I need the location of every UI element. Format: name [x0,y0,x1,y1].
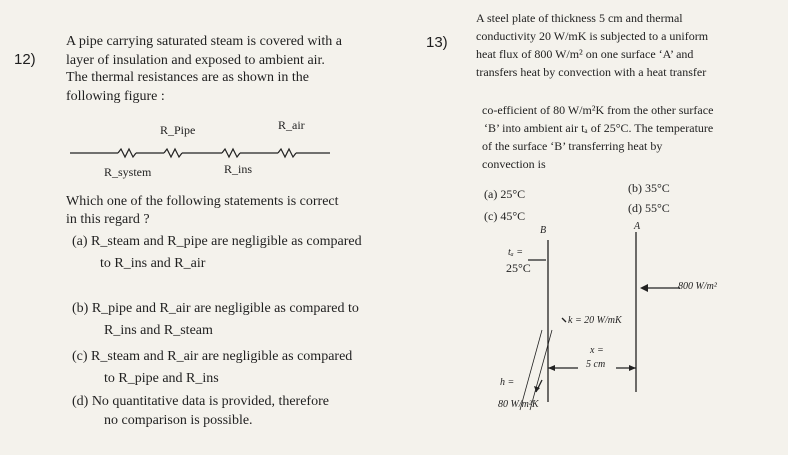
q12-stem-line-3: The thermal resistances are as shown in the [66,70,309,85]
fig-x-label: x = [590,345,604,356]
fig-ta-label: tₐ = [508,247,523,258]
label-r-pipe: R_Pipe [160,123,196,137]
q12-option-b-line-1: (b) R_pipe and R_air are negligible as compared to [72,301,359,316]
q12-option-c-line-1: (c) R_steam and R_air are negligible as compared [72,349,353,364]
q13-option-a: (a) 25°C [484,187,526,201]
q12-option-a-line-2: to R_ins and R_air [100,256,206,271]
q12-question-line-1: Which one of the following statements is correct [66,194,339,209]
q12-stem-line-1: A pipe carrying saturated steam is covered with a [66,34,343,49]
convection-line-2 [530,330,552,410]
fig-k-label: k = 20 W/mK [568,315,622,326]
flux-arrow-head [640,284,648,292]
q12-stem-line-2: layer of insulation and exposed to ambient air. [66,53,325,68]
q13-stem-line-5: co-efficient of 80 W/m²K from the other surface [482,103,714,117]
q13-option-b: (b) 35°C [628,181,670,195]
label-r-ins: R_ins [224,162,253,176]
fig-h-label: h = [500,377,515,388]
q13-stem-line-6: ‘B’ into ambient air tₐ of 25°C. The temperature [484,121,714,135]
q13-stem-line-1: A steel plate of thickness 5 cm and thermal [476,11,683,25]
label-r-system: R_system [104,165,152,179]
q13-stem-line-8: convection is [482,157,546,171]
fig-x-value: 5 cm [586,359,606,370]
k-pointer [562,318,566,322]
q12-option-d-line-1: (d) No quantitative data is provided, therefore [72,394,329,409]
q12-question-line-2: in this regard ? [66,212,150,227]
q13-option-c: (c) 45°C [484,209,526,223]
q12-option-a-line-1: (a) R_steam and R_pipe are negligible as compared [72,234,362,249]
convection-line-1 [520,330,542,410]
q12-stem-line-4: following figure : [66,89,165,104]
q13-stem-line-2: conductivity 20 W/mK is subjected to a uniform [476,29,709,43]
fig-label-b: B [540,225,547,236]
q13-stem-line-4: transfers heat by convection with a heat transfer [476,65,707,79]
thickness-arrow-head-right [629,365,636,371]
fig-h-value: 80 W/m²K [498,399,539,410]
fig-label-a: A [634,221,641,232]
q13-stem-line-7: of the surface ‘B’ transferring heat by [482,139,663,153]
label-r-air: R_air [278,118,305,132]
q12-number: 12) [14,51,36,68]
fig-flux-label: 800 W/m² [678,281,717,292]
q12-option-d-line-2: no comparison is possible. [104,413,253,428]
q13-number: 13) [426,34,448,51]
thickness-arrow-head-left [548,365,555,371]
q13-stem-line-3: heat flux of 800 W/m² on one surface ‘A’ and [476,47,694,61]
q12-option-c-line-2: to R_pipe and R_ins [104,371,219,386]
q13-option-d: (d) 55°C [628,201,670,215]
q12-option-b-line-2: R_ins and R_steam [104,323,213,338]
fig-ta-value: 25°C [506,261,531,275]
